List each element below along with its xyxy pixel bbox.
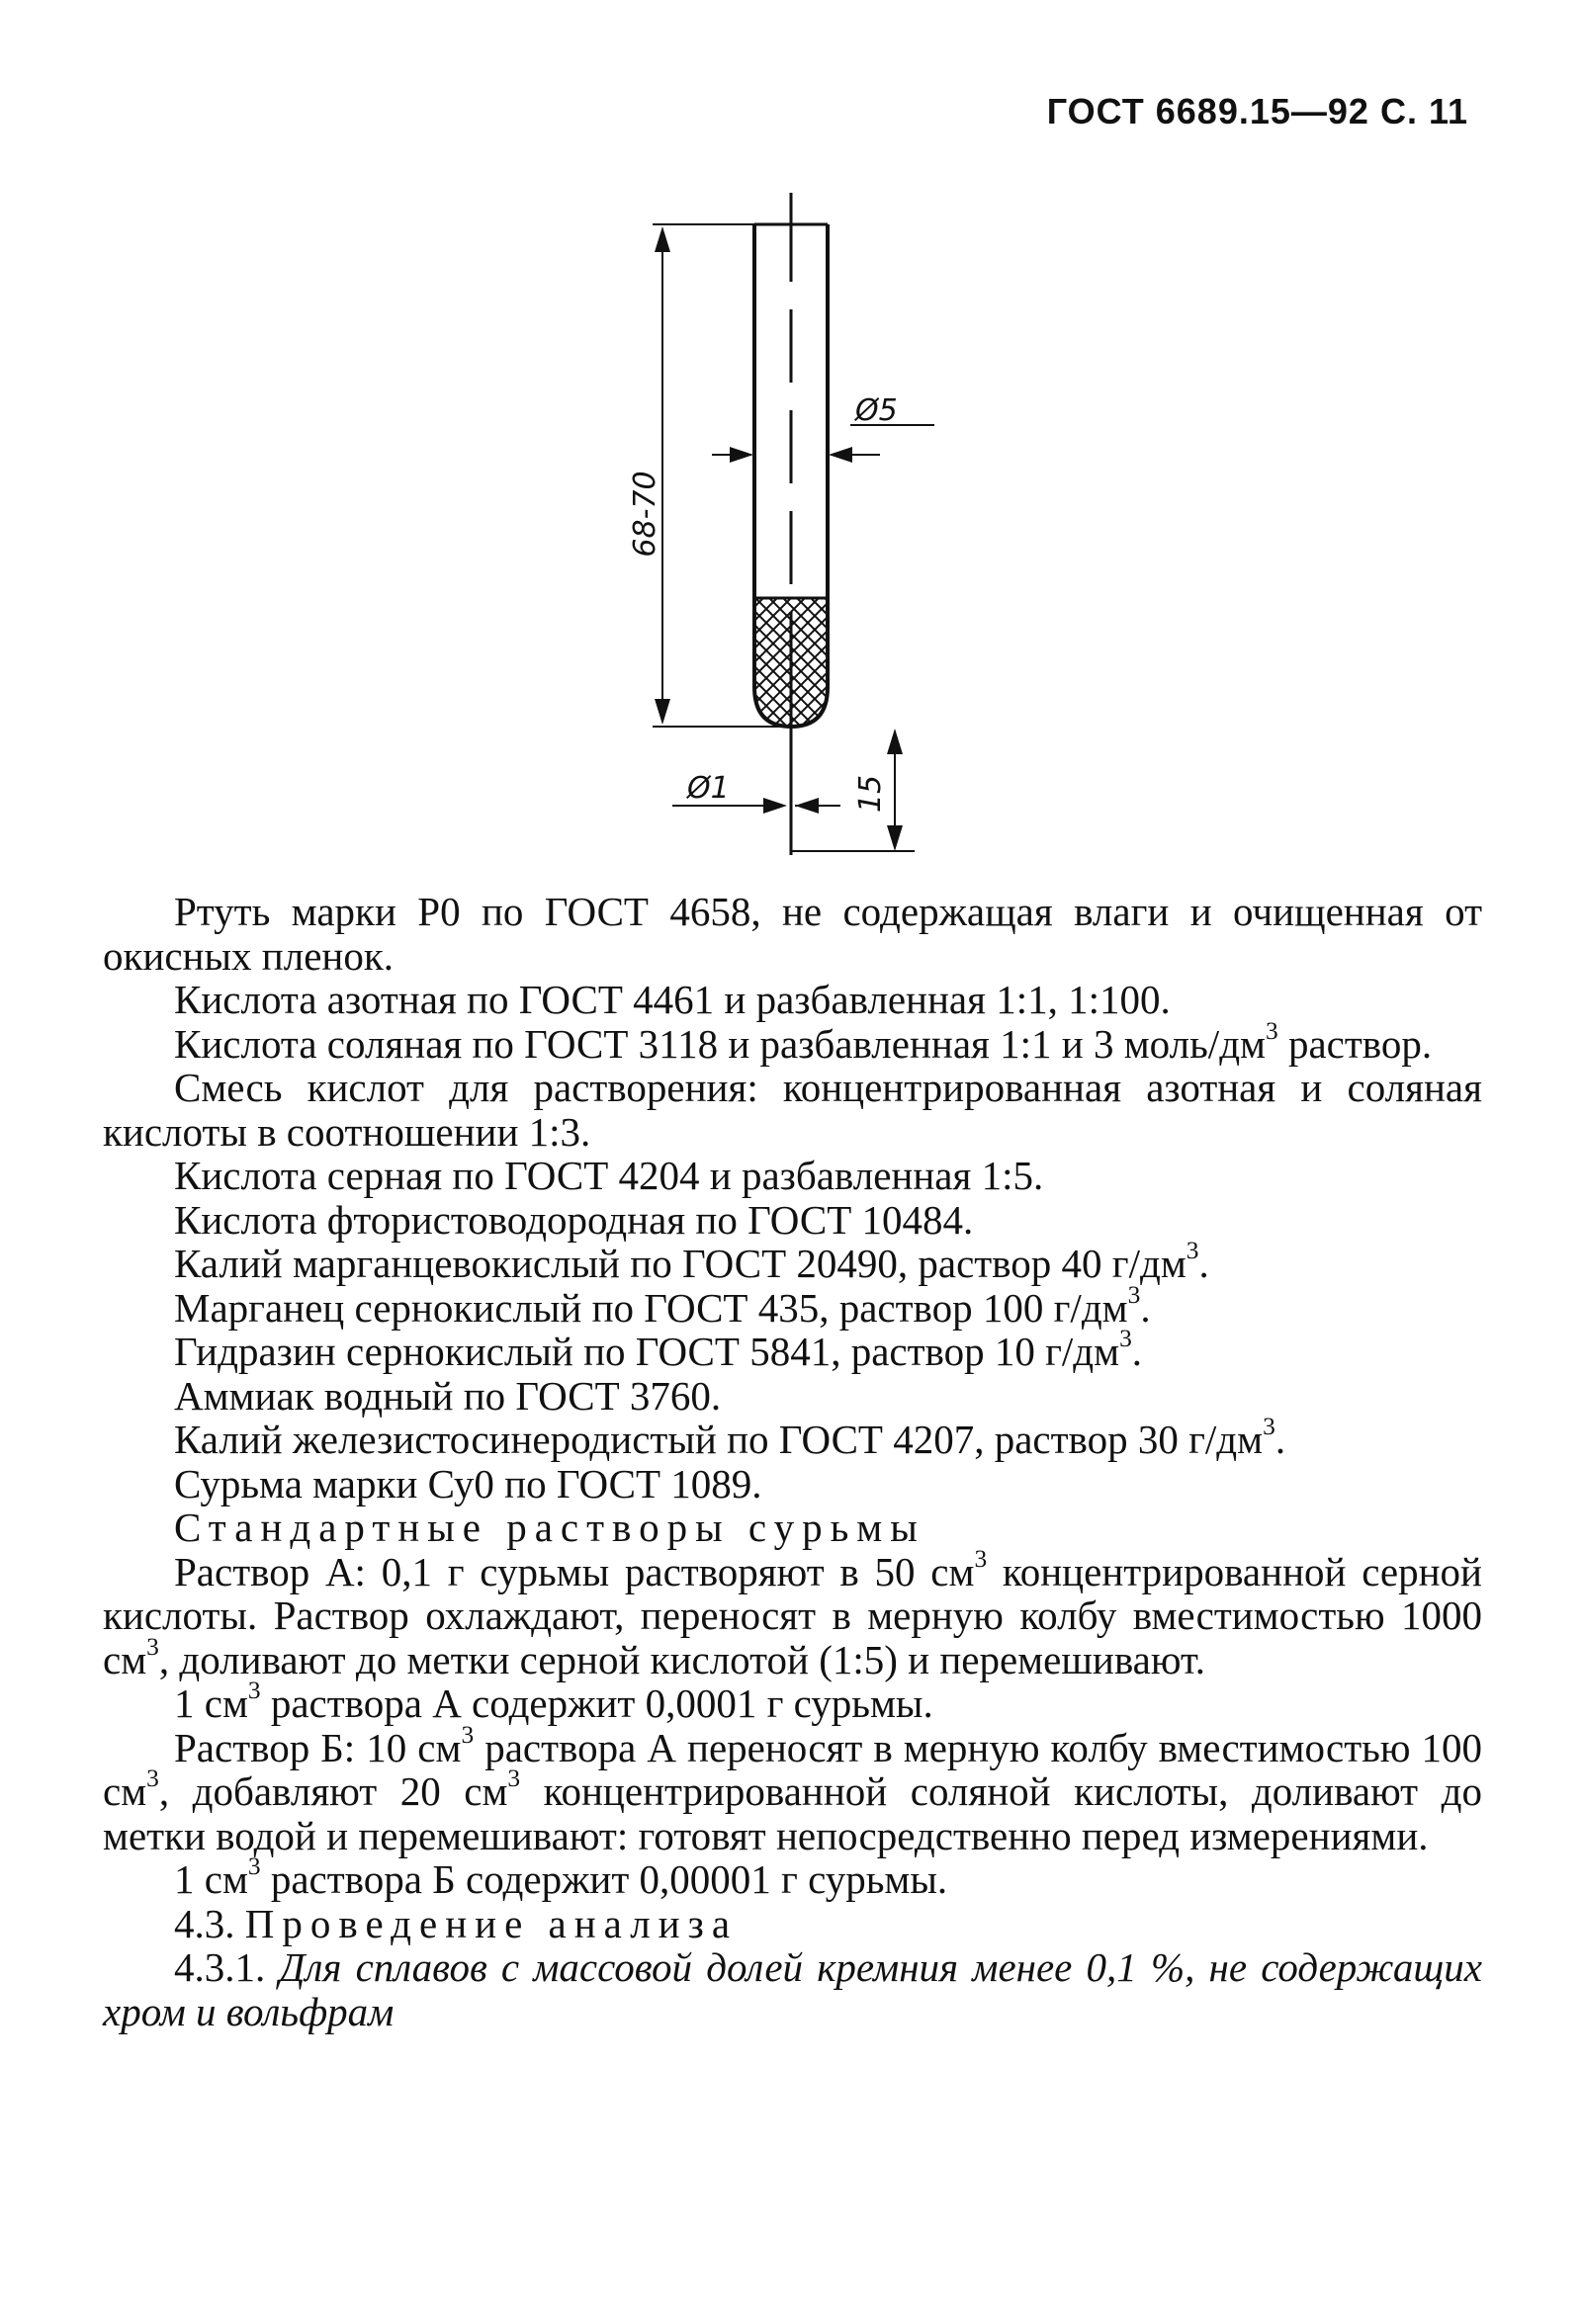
superscript: 3 [1127,1280,1141,1309]
paragraph [103,1066,1482,1154]
text-segment: Аммиак водный по ГОСТ 3760. [174,1372,722,1419]
text-segment: 4.3.1. [174,1944,280,1990]
text-segment: . [1274,1417,1286,1462]
superscript: 3 [247,1851,261,1880]
superscript: 3 [1186,1236,1199,1264]
text-segment: Сурьма марки Су0 по ГОСТ 1089. [174,1460,762,1506]
electrode-drawing [593,173,969,875]
paragraph [103,1324,1482,1374]
page-header: ГОСТ 6689.15—92 С. 11 [1046,91,1468,131]
electrode-svg [593,173,969,875]
text-segment: раствора Б содержит 0,00001 г сурьмы. [260,1856,948,1902]
paragraph [103,1902,1482,1946]
dim-diameter-bottom-label: Ø1 [687,771,730,806]
text-segment: Кислота соляная по ГОСТ 3118 и разбавленная 1:1 и 3 моль/дм [174,1020,1266,1067]
superscript: 3 [974,1544,988,1573]
superscript: 3 [146,1632,159,1661]
superscript: 3 [1119,1324,1132,1352]
text-segment: Раствор А: 0,1 г сурьмы растворяют в 50 см [174,1548,975,1594]
paragraph [103,1544,1482,1682]
text-segment: концентрированной соляной кислоты, доливают до метки водой и перемешивают: готовят непосредственно перед измерениями. [103,1768,1482,1858]
paragraph [103,890,1482,978]
text-segment: , добавляют 20 см [158,1768,508,1814]
text-segment: раствора А содержит 0,0001 г сурьмы. [260,1680,933,1726]
paragraph [103,1374,1482,1419]
text-segment: Кислота азотная по ГОСТ 4461 и разбавленная 1:1, 1:100. [174,977,1171,1022]
superscript: 3 [461,1720,475,1749]
hatched-fill [751,596,831,730]
dim-diameter-top-label: Ø5 [855,393,898,428]
text-segment: 1 см [174,1856,248,1902]
text-segment: , доливают до метки серной кислотой (1:5) и перемешивают. [158,1636,1206,1682]
paragraph [103,1236,1482,1286]
superscript: 3 [146,1764,159,1792]
paragraph [103,1412,1482,1462]
text-segment: . [1140,1284,1151,1331]
text-segment: Раствор Б: 10 см [174,1724,462,1770]
paragraph [103,1280,1482,1331]
paragraph [103,1016,1482,1067]
paragraph [103,1720,1482,1858]
superscript: 3 [1263,1412,1275,1440]
text-segment: 1 см [174,1680,248,1726]
text-segment: раствор. [1277,1020,1433,1067]
superscript: 3 [1266,1016,1278,1045]
text-segment: Ртуть марки Р0 по ГОСТ 4658, не содержащая влаги и очищенная от окисных пленок. [103,889,1482,979]
paragraph [103,1676,1482,1726]
superscript: 3 [247,1676,261,1704]
text-segment: Проведение анализа [244,1900,739,1946]
text-segment: Гидразин сернокислый по ГОСТ 5841, раствор 10 г/дм [174,1329,1120,1374]
superscript: 3 [507,1764,521,1792]
text-segment: Для сплавов с массовой долей кремния менее 0,1 %, не содержащих хром и вольфрам [103,1944,1483,2034]
text-segment: раствора А переносят в мерную колбу вместимостью 100 см [103,1724,1482,1814]
document-body [103,890,1482,2033]
text-segment: концентрированной серной кислоты. Раствор охлаждают, переносят в мерную колбу вместимостью 1000 см [103,1548,1482,1682]
text-segment: . [1198,1241,1209,1286]
text-segment: Кислота фтористоводородная по ГОСТ 10484. [174,1196,974,1243]
text-segment: Калий марганцевокислый по ГОСТ 20490, раствор 40 г/дм [174,1241,1186,1286]
paragraph [103,978,1482,1022]
dim-height-label: 68-70 [628,471,662,558]
paragraph [103,1945,1482,2033]
paragraph [103,1462,1482,1506]
text-segment: 4.3. [174,1900,245,1946]
text-segment: Стандартные растворы сурьмы [174,1505,925,1550]
dim-tip-label: 15 [853,774,888,814]
paragraph [103,1154,1482,1198]
paragraph [103,1851,1482,1902]
text-segment: Смесь кислот для растворения: концентрированная азотная и соляная кислоты в соотношении 1:3. [103,1065,1482,1155]
text-segment: Калий железистосинеродистый по ГОСТ 4207, раствор 30 г/дм [174,1417,1264,1462]
paragraph [103,1506,1482,1550]
text-segment: Кислота серная по ГОСТ 4204 и разбавленная 1:5. [174,1153,1044,1198]
text-segment: . [1131,1329,1143,1374]
text-segment: Марганец сернокислый по ГОСТ 435, раствор 100 г/дм [174,1284,1128,1331]
paragraph [103,1198,1482,1243]
